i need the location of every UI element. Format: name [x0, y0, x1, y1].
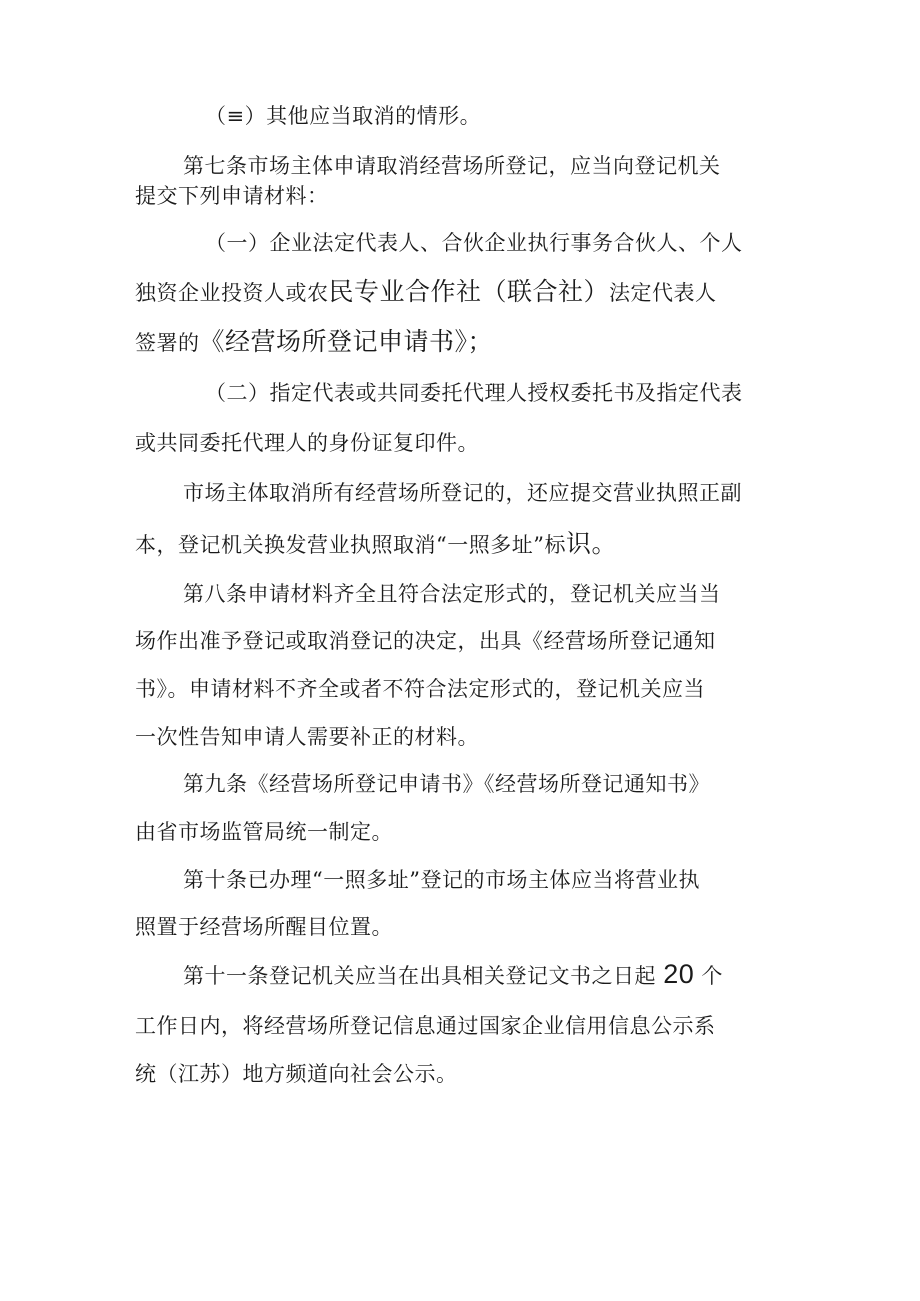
article-11-line-1: [183, 960, 723, 990]
text-line: 或共同委托代理人的身份证复印件。: [135, 431, 479, 455]
article-8-line-1: [183, 580, 721, 608]
item-1-line-3: [135, 328, 493, 357]
article-9-line-1: [183, 770, 710, 798]
text-line: 第九条《经营场所登记申请书》《经营场所登记通知书》: [183, 772, 710, 796]
item-1-line-1: [205, 229, 743, 257]
text-line: （一）企业法定代表人、合伙企业执行事务合伙人、个人: [205, 231, 743, 255]
cancel-all-line-1: [183, 479, 742, 507]
text-line: 第十条已办理“一照多址”登记的市场主体应当将营业执: [183, 868, 700, 892]
text-line: 市场主体取消所有经营场所登记的，还应提交营业执照正副: [183, 481, 742, 505]
text-run-emphasis: 《经营场所登记申请书》；: [199, 327, 494, 356]
text-run: 签署的: [135, 331, 200, 355]
item-2-line-1: [205, 379, 743, 407]
article-8-line-4: [135, 723, 479, 751]
text-run: 本，登记机关换发营业执照取消“一照多址”标: [135, 533, 566, 557]
text-run: 第十一条登记机关应当在出具相关登记文书之日起: [183, 964, 656, 988]
cancel-all-line-2: [135, 530, 617, 559]
article-8-line-2: [135, 627, 716, 655]
article-8-line-3: [135, 675, 705, 703]
text-line: （二）指定代表或共同委托代理人授权委托书及指定代表: [205, 381, 743, 405]
article-9-line-2: [135, 818, 393, 846]
text-line: 提交下列申请材料：: [135, 184, 329, 208]
text-run-number: 20: [663, 959, 695, 989]
text-line: 一次性告知申请人需要补正的材料。: [135, 725, 479, 749]
text-run: 法定代表人: [609, 281, 717, 305]
text-line: 工作日内，将经营场所登记信息通过国家企业信用信息公示系: [135, 1014, 716, 1038]
item-2-line-2: [135, 429, 479, 457]
text-line: 统（江苏）地方频道向社会公示。: [135, 1062, 458, 1086]
article-10-line-2: [135, 913, 393, 941]
text-run-emphasis: 识。: [565, 529, 617, 558]
text-line: （≡）其他应当取消的情形。: [205, 104, 482, 128]
item-1-line-2: [135, 278, 717, 307]
article-7-line-2: [135, 182, 329, 210]
text-line: 书》。申请材料不齐全或者不符合法定形式的，登记机关应当: [135, 677, 705, 701]
cancel-case-3: [205, 102, 481, 130]
article-10-line-1: [183, 866, 700, 894]
text-line: 照置于经营场所醒目位置。: [135, 915, 393, 939]
article-11-line-3: [135, 1060, 458, 1088]
text-run-emphasis: 民专业合作社（联合社）: [328, 277, 610, 306]
text-run: 独资企业投资人或农: [135, 281, 329, 305]
text-line: 第八条申请材料齐全且符合法定形式的，登记机关应当当: [183, 582, 721, 606]
text-line: 第七条市场主体申请取消经营场所登记，应当向登记机关: [183, 154, 721, 178]
text-line: 场作出准予登记或取消登记的决定，出具《经营场所登记通知: [135, 629, 716, 653]
article-11-line-2: [135, 1012, 716, 1040]
text-line: 由省市场监管局统一制定。: [135, 820, 393, 844]
article-7-line-1: [183, 152, 721, 180]
text-run: 个: [701, 964, 723, 988]
